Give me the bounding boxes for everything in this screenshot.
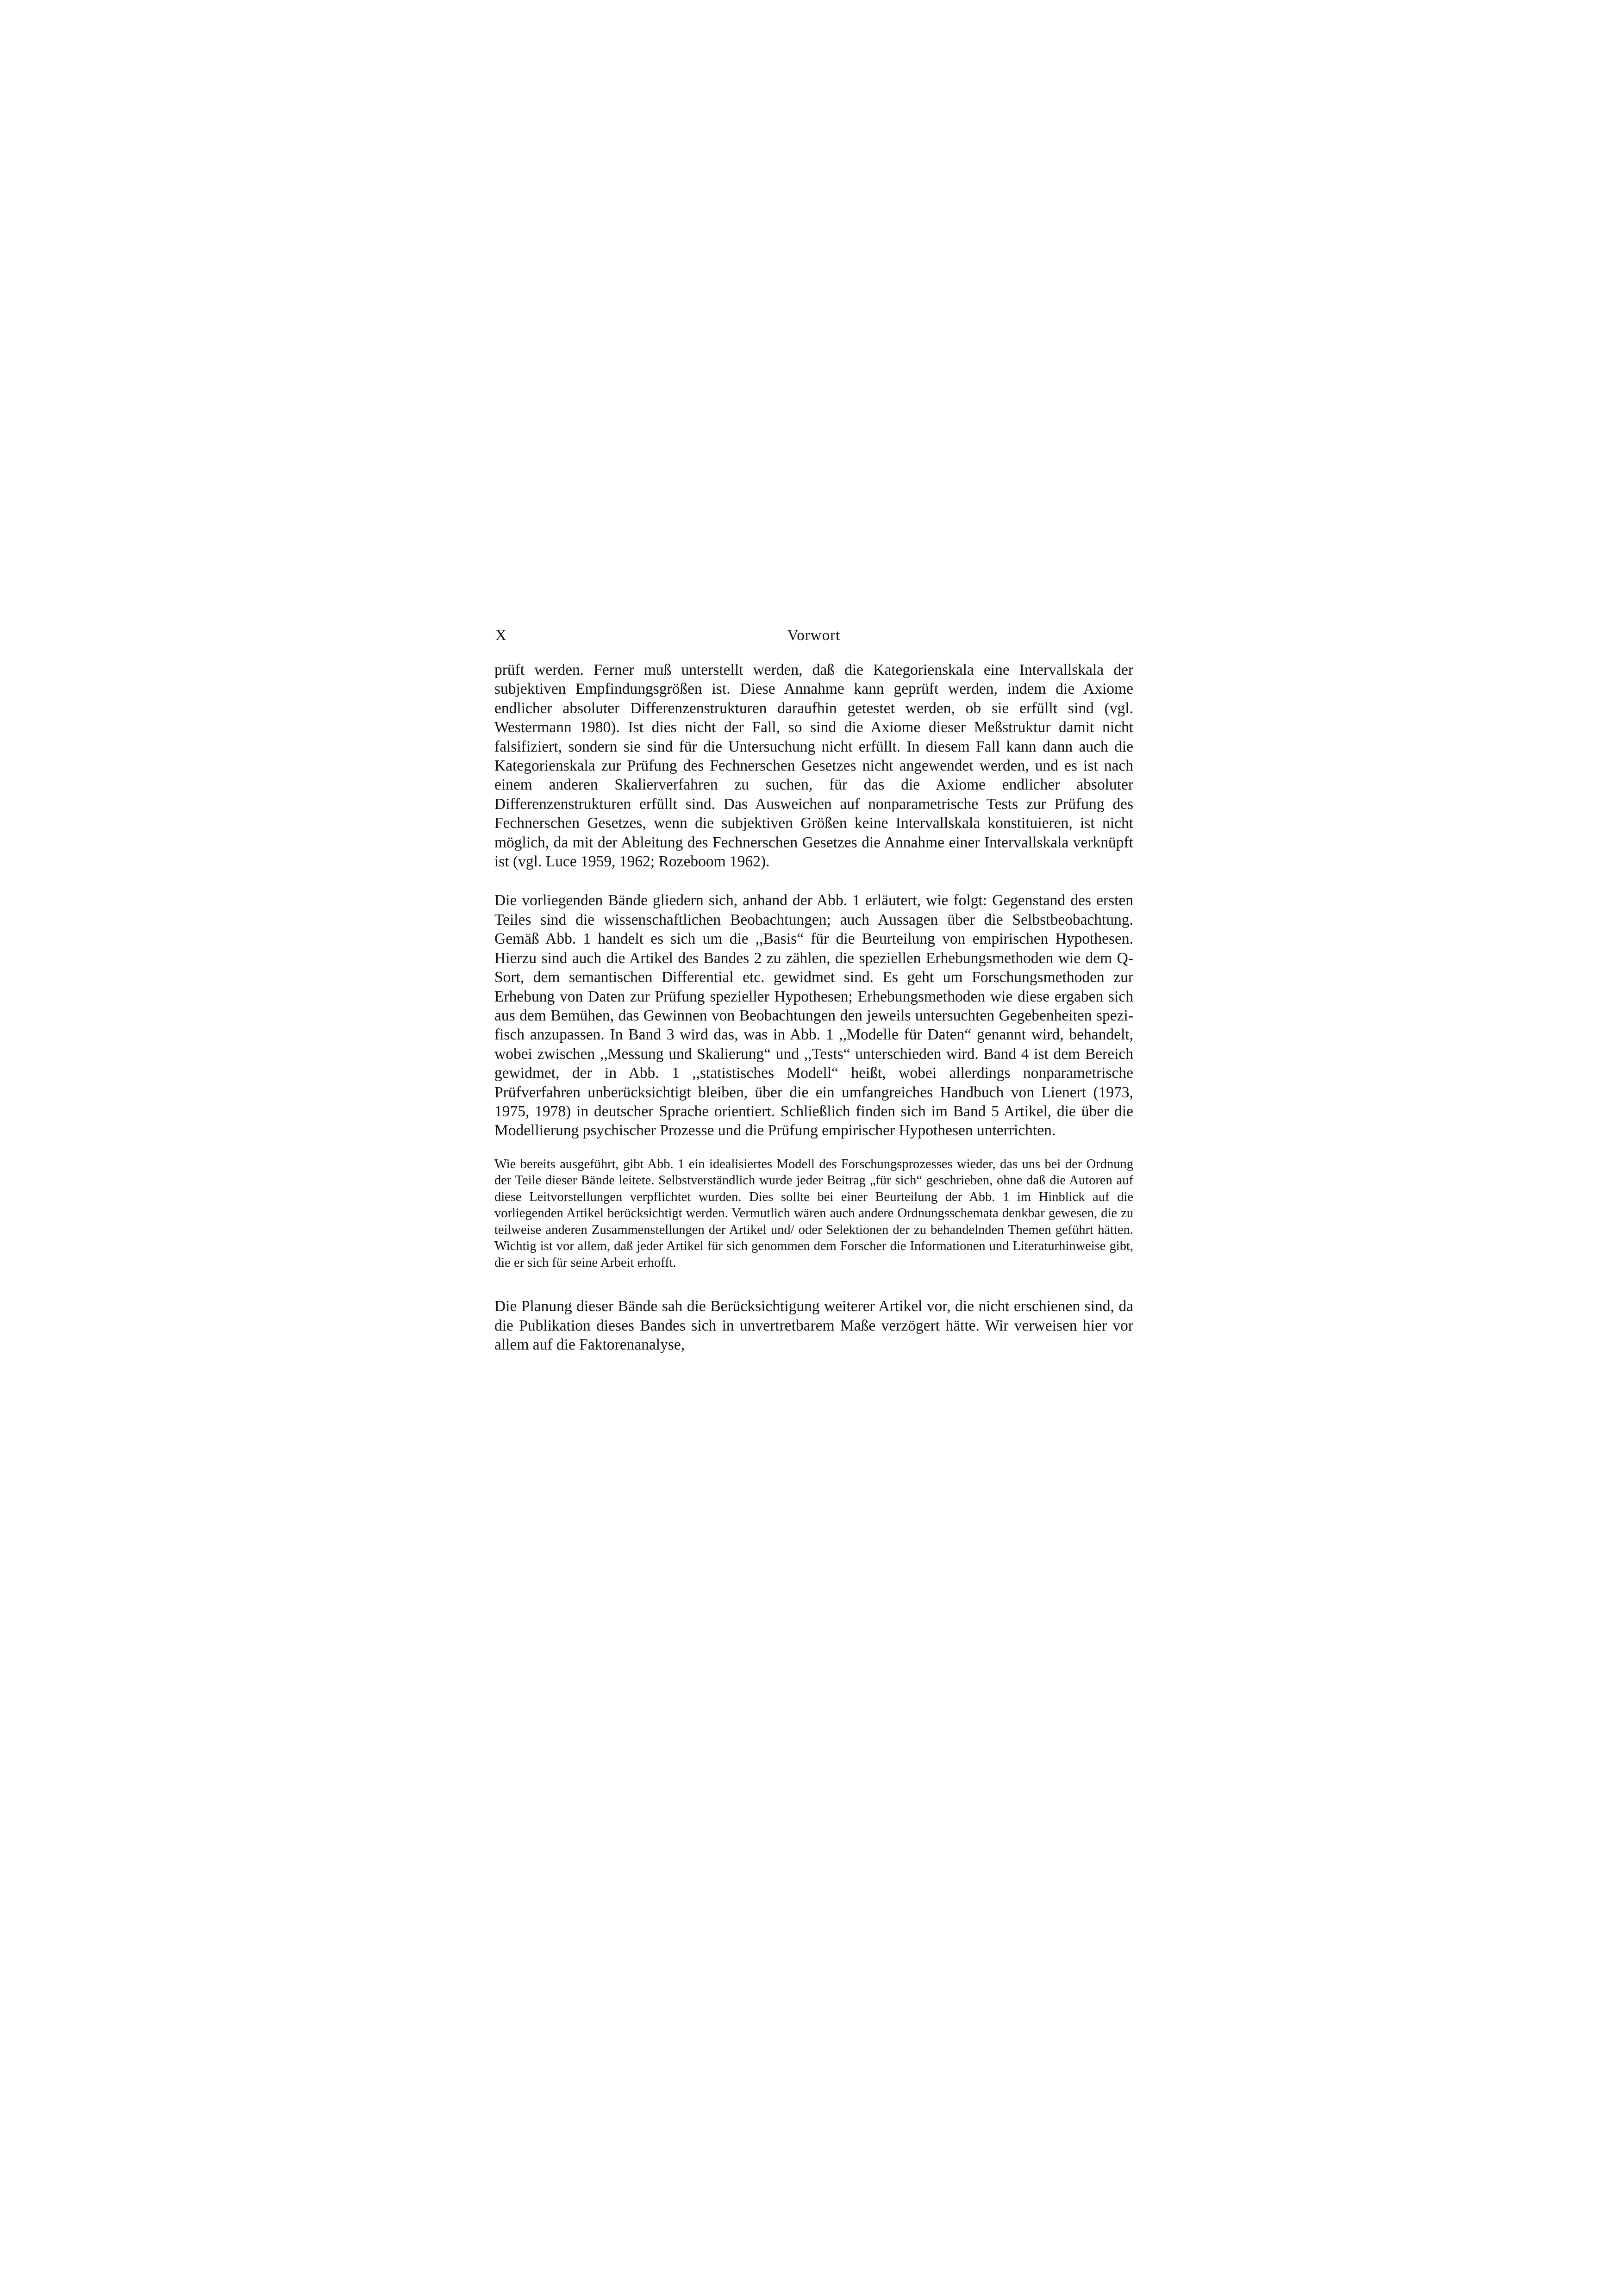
document-page [494,627,1133,1354]
running-title: Vorwort [787,627,841,644]
body-paragraph: Die Planung dieser Bände sah die Berücksichtigung weiterer Artikel vor, die nicht erschienen sind, da die Publikation dieses Bandes sich in unvertretbarem Maße verzögert hätte. Wir verweisen hier vor allem auf die Faktorenanalyse, [494,1298,1133,1354]
page-number: X [495,627,506,644]
body-paragraph: Die vorliegenden Bände gliedern sich, anhand der Abb. 1 erläutert, wie folgt: Gegenstand des ersten Teiles sind die wissenschaftlichen Beobachtungen; auch Aussagen über die Selbstbeobachtung. Gemäß Abb. 1 handelt es sich um die ,,Basis“ für die Beurteilung von empirischen Hypothesen. Hierzu sind auch die Artikel des Bandes 2 zu zählen, die speziellen Erhebungsmethoden wie dem Q-Sort, dem semantischen Differential etc. gewidmet sind. Es geht um Forschungsmethoden zur Erhebung von Daten zur Prüfung spezieller Hypothesen; Erhebungsmethoden wie diese ergaben sich aus dem Bemühen, das Gewinnen von Beobachtungen den jeweils untersuchten Gegebenheiten spezifisch anzupassen. In Band 3 wird das, was in Abb. 1 ,,Modelle für Daten“ genannt wird, behandelt, wobei zwischen ,,Messung und Skalierung“ und ,,Tests“ unterschieden wird. Band 4 ist dem Bereich gewidmet, der in Abb. 1 ,,statistisches Modell“ heißt, wobei allerdings nonparametrische Prüfverfahren unberücksichtigt bleiben, über die ein umfangreiches Handbuch von Lienert (1973, 1975, 1978) in deutscher Sprache orientiert. Schließlich finden sich im Band 5 Artikel, die über die Modellierung psychischer Prozesse und die Prüfung empirischer Hypothesen unterrichten. [494,892,1133,1139]
running-head [494,627,1133,650]
body-paragraph-small: Wie bereits ausgeführt, gibt Abb. 1 ein idealisiertes Modell des Forschungsprozesses wieder, das uns bei der Ordnung der Teile dieser Bände leitete. Selbstverständlich wurde jeder Beitrag „für sich“ geschrieben, ohne daß die Autoren auf diese Leitvorstellungen verpflichtet wurden. Dies sollte bei einer Beurteilung der Abb. 1 im Hinblick auf die vorliegenden Artikel berücksichtigt werden. Vermutlich wären auch andere Ordnungsschemata denkbar gewesen, die zu teilweise anderen Zusammenstellungen der Artikel und/ oder Selektionen der zu behandelnden Themen geführt hätten. Wichtig ist vor allem, daß jeder Artikel für sich genommen dem Forscher die Informationen und Literaturhinweise gibt, die er sich für seine Arbeit erhofft. [494,1157,1133,1270]
body-paragraph: prüft werden. Ferner muß unterstellt werden, daß die Kategorienskala eine Intervallskala der subjektiven Empfindungsgrößen ist. Diese Annahme kann geprüft werden, indem die Axiome endlicher absoluter Differenzenstrukturen daraufhin getestet werden, ob sie erfüllt sind (vgl. Westermann 1980). Ist dies nicht der Fall, so sind die Axiome dieser Meßstruktur damit nicht falsifiziert, sondern sie sind für die Untersuchung nicht erfüllt. In diesem Fall kann dann auch die Kategorienskala zur Prüfung des Fechnerschen Gesetzes nicht angewendet werden, und es ist nach einem anderen Skalierverfahren zu suchen, für das die Axiome endlicher absoluter Differenzenstrukturen erfüllt sind. Das Ausweichen auf nonparametrische Tests zur Prüfung des Fechnerschen Gesetzes, wenn die subjektiven Größen keine Intervallskala konstituieren, ist nicht möglich, da mit der Ableitung des Fechnerschen Gesetzes die Annahme einer Intervallskala verknüpft ist (vgl. Luce 1959, 1962; Rozeboom 1962). [494,661,1133,871]
